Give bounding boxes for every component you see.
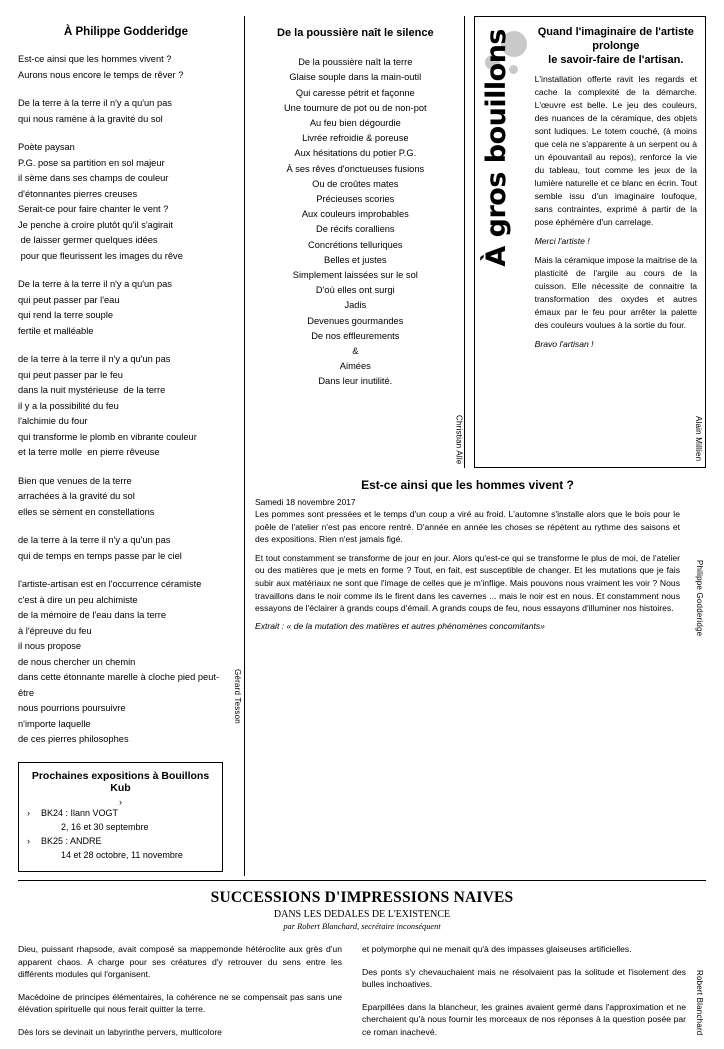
successions-paragraph: Dès lors se devinait un labyrinthe pervers, multicolore: [18, 1026, 222, 1037]
poem-line: Est-ce ainsi que les hommes vivent ?: [18, 54, 172, 64]
poem-line: de ces pierres philosophes: [18, 734, 129, 744]
successions-byline: par Robert Blanchard, secrétaire inconséquent: [283, 922, 441, 931]
exhibition-label: BK25 : ANDRE: [41, 836, 102, 846]
estce-date: Samedi 18 novembre 2017: [255, 497, 356, 507]
poem-line: qui peut passer par l'eau: [18, 294, 120, 305]
poem-line: dans cette étonnante marelle à cloche pied peut-être: [18, 672, 220, 698]
poem-line: de nous chercher un chemin: [18, 656, 136, 667]
credit-philippe-godderidge: Philippe Godderidge: [695, 560, 704, 637]
exhibition-dates: 2, 16 et 30 septembre: [61, 822, 149, 832]
poem-line: &: [352, 346, 359, 357]
credit-alain-millien: Alain Millien: [694, 415, 703, 461]
bouillons-paragraph: L'installation offerte ravit les regards et cache la complexité de la démarche. L'œuvre est belle. Le jeu des couleurs, des nuances de la céramique, des objets sont ludiques. Le totem couché, (à moins que cela ne s'apparente à un serpent ou à un épouvantail au repos), renforce la vie du tableau, tout comme les jeux de la lumière naturelle et ce blanc en écrin. Tout semble issu d'un imaginaire loufoque, sans contraintes, exprimé à partir de la pose éphémère d'un carrelage.: [534, 74, 697, 227]
poem-line: d'étonnantes pierres creuses: [18, 188, 138, 199]
bouillons-paragraph: Mais la céramique impose la maitrise de la plasticité de l'argile au cours de la cuisson. Elle nécessite de connaitre la transformation des oxydes et autres émaux par le feu pour arrêter la palette des couleurs voulues à la sortie du four.: [534, 255, 698, 330]
poem-line: et la terre molle en pierre rêveuse: [18, 447, 160, 457]
poem-line: Belles et justes: [324, 254, 387, 265]
upcoming-exhibitions-list: [27, 806, 214, 862]
bouillons-vertical-title: À gros bouillons: [480, 29, 512, 267]
poem-line: Je penche à croire plutôt qu'il s'agirait: [18, 219, 173, 230]
poem-line: Aux couleurs improbables: [301, 209, 409, 220]
poem-line: Aux hésitations du potier P.G.: [294, 148, 417, 159]
poem-line: il nous propose: [18, 641, 82, 651]
successions-left-column: [18, 943, 352, 1049]
bullet-dot: ›: [119, 797, 122, 807]
poem-line: fertile et malléable: [18, 325, 94, 336]
estce-title: Est-ce ainsi que les hommes vivent ?: [361, 478, 574, 492]
poem-line: De la poussière naît la terre: [298, 57, 413, 68]
chevron-right-icon: ›: [27, 808, 30, 818]
poem-line: Dans leur inutilité.: [318, 376, 393, 387]
poem-line: c'est à dire un peu alchimiste: [18, 594, 138, 605]
bouillons-article: [535, 25, 697, 461]
poem-line: qui transforme le plomb en vibrante couleur: [18, 431, 197, 442]
poem-line: l'alchimie du four: [18, 416, 88, 426]
exhibition-label: BK24 : Ilann VOGT: [41, 808, 119, 818]
poem-line: à l'épreuve du feu: [18, 625, 92, 636]
bouillons-bravo: Bravo l'artisan !: [534, 339, 594, 349]
poem-line: de la terre à la terre il n'y a qu'un pas: [18, 354, 171, 364]
poem-line: Bien que venues de la terre: [18, 475, 132, 486]
a-gros-bouillons-box: [474, 16, 706, 468]
upcoming-exhibitions-box: [18, 762, 223, 872]
list-item: [27, 834, 214, 848]
poem-line: Une tournure de pot ou de non-pot: [283, 102, 427, 113]
poem-line: de laisser germer quelques idées: [18, 235, 158, 245]
column-left: [18, 16, 244, 876]
poem-stanza: [18, 52, 234, 83]
poem-line: il y a la possibilité du feu: [18, 400, 119, 411]
poem-line: D'où elles ont surgi: [315, 285, 395, 296]
successions-section: [18, 880, 706, 1039]
credit-robert-blanchard: Robert Blanchard: [695, 969, 704, 1035]
estce-article: [255, 468, 706, 637]
top-section: [18, 16, 706, 876]
successions-paragraph: Des ponts s'y chevauchaient mais ne résolvaient pas la solitude et l'isolement des bulles inchoatives.: [362, 966, 686, 990]
poem-line: Glaise souple dans la main-outil: [289, 72, 422, 83]
poem-stanza: [18, 277, 234, 339]
poem-line: Simplement laissées sur le sol: [292, 270, 418, 281]
column-bouillons: [464, 16, 706, 468]
poem-line: De la terre à la terre il n'y a qu'un pas: [18, 279, 172, 289]
poem-line: Serait-ce pour faire chanter le vent ?: [18, 204, 169, 214]
credit-christian-alle: Christian Alle: [454, 414, 464, 464]
bouillons-vertical-title-area: [479, 25, 535, 461]
poem-line: Concrétions telluriques: [308, 239, 403, 250]
list-item: [27, 806, 214, 820]
successions-title: SUCCESSIONS D'IMPRESSIONS NAIVES: [210, 889, 514, 906]
poem-line: qui peut passer par le feu: [18, 369, 123, 380]
poem-stanza: [18, 474, 234, 521]
successions-columns: [18, 943, 706, 1049]
successions-paragraph: Dieu, puissant rhapsode, avait composé sa mappemonde hétéroclite aux grès d'un apparent chaos. A charge pour ses créatures d'y retrouver du sens entre les différents modules qui l'organisent.: [18, 944, 342, 980]
poem-line: De la terre à la terre il n'y a qu'un pas: [18, 98, 172, 108]
upper-right-columns: [255, 16, 706, 468]
poem-line: qui de temps en temps passe par le ciel: [18, 550, 182, 561]
poem-line: nous pourrions poursuivre: [18, 703, 126, 713]
poem-line: pour que fleurissent les images du rêve: [18, 250, 183, 261]
chevron-right-icon: ›: [27, 836, 30, 846]
poem-line: Devenues gourmandes: [307, 315, 404, 326]
poem-title-godderidge: À Philippe Godderidge: [64, 26, 188, 38]
poem-line: Aimées: [339, 361, 371, 372]
poem-line: dans la nuit mystérieuse de la terre: [18, 385, 166, 395]
estce-extrait: Extrait : « de la mutation des matières et autres phénomènes concomitants»: [255, 620, 545, 631]
bouillons-heading: [535, 25, 697, 67]
poem-line: Livrée refroidie & poreuse: [302, 133, 409, 144]
poem-line: elles se sèment en constellations: [18, 506, 155, 517]
poem-stanza: [18, 577, 234, 748]
poem-line: de la terre à la terre il n'y a qu'un pas: [18, 535, 171, 545]
poem-line: Au feu bien dégourdie: [309, 118, 401, 129]
poem-poussiere: [255, 26, 456, 390]
poem-stanza: [18, 140, 234, 264]
poem-line: À ses rêves d'onctueuses fusions: [286, 163, 425, 174]
poem-line: De récifs coralliens: [316, 224, 395, 235]
poem-line: Ou de croûtes mates: [312, 178, 399, 189]
poem-title-poussiere: De la poussière naît le silence: [277, 27, 434, 39]
poem-line: l'artiste-artisan est en l'occurrence céramiste: [18, 579, 202, 589]
exhibition-dates: 14 et 28 octobre, 11 novembre: [61, 850, 183, 860]
successions-paragraph: et polymorphe qui ne menait qu'à des impasses glaiseuses artificielles.: [362, 944, 632, 954]
column-middle: [255, 16, 464, 468]
bouillons-heading-line1: Quand l'imaginaire de l'artiste prolonge: [537, 26, 694, 52]
bouillons-heading-line2: le savoir-faire de l'artisan.: [548, 54, 684, 66]
estce-paragraph: Les pommes sont pressées et le temps d'un coup a viré au froid. L'automne s'installe alors que le bois pour le poêle de l'atelier n'est pas encore rentré. D'année en année les choses se répètent au rythme des saisons et des expositions. Rien n'est jamais figé.: [255, 509, 680, 545]
bouillons-merci: Merci l'artiste !: [534, 236, 590, 246]
poem-line: n'importe laquelle: [18, 718, 91, 729]
successions-right-column: [352, 943, 686, 1049]
poem-stanza: [18, 533, 234, 564]
estce-paragraph: Et tout constamment se transforme de jour en jour. Alors qu'est-ce qui se transforme le plus de moi, de l'atelier ou des matières que je mets en forme ? Tout, en fait, est susceptible de changer. Et les mutations que je fais subir aux matériaux ne sont que l'image de celles que je m'inflige. Mais pouvons nous vraiment les voir ? Nous travaillons dans le noir comme ils le firent dans les cavernes ... mais le noir est en nous. Et constamment nous essayons de l'éclairer à grands coups d'émail. A grands coups de feu, nous essayons d'illuminer nos histoires.: [255, 552, 680, 614]
poem-line: arrachées à la gravité du sol: [18, 491, 135, 501]
poem-line: Aurons nous encore le temps de rêver ?: [18, 69, 184, 80]
poem-line: Poète paysan: [18, 142, 75, 152]
successions-paragraph: Macédoine de principes élémentaires, la cohérence ne se compensait pas sans une élévation spirituelle qui nous ferait quitter la terre.: [18, 991, 342, 1015]
poem-line: qui rend la terre souple: [18, 310, 114, 320]
credit-gerard-tesson: Gérard Tesson: [233, 669, 242, 724]
a-gros-bouillons-inner: [475, 17, 705, 467]
successions-subtitle: DANS LES DEDALES DE L'EXISTENCE: [273, 909, 451, 920]
poem-stanza: [18, 96, 234, 127]
upcoming-exhibitions-title: Prochaines expositions à Bouillons Kub: [31, 770, 210, 794]
poem-line: de la mémoire de l'eau dans la terre: [18, 610, 167, 620]
poem-godderidge: [18, 52, 234, 748]
column-right-group: [244, 16, 706, 876]
poem-line: Qui caresse pétrit et façonne: [295, 87, 415, 98]
poem-line: Précieuses scories: [316, 194, 395, 205]
poem-line: il sème dans ses champs de couleur: [18, 173, 169, 183]
poem-line: P.G. pose sa partition en sol majeur: [18, 157, 165, 168]
poem-line: Jadis: [344, 300, 367, 311]
poem-stanza: [18, 352, 234, 461]
successions-paragraph: Eparpillées dans la blancheur, les graines avaient germé dans l'approximation et ne cherchaient qu'à nous fournir les morceaux de nos réponses à la question posée par ce roman inachevé.: [362, 1001, 686, 1037]
poem-line: qui nous ramène à la gravité du sol: [18, 113, 163, 124]
poem-line: De nos effleurements: [311, 330, 400, 341]
